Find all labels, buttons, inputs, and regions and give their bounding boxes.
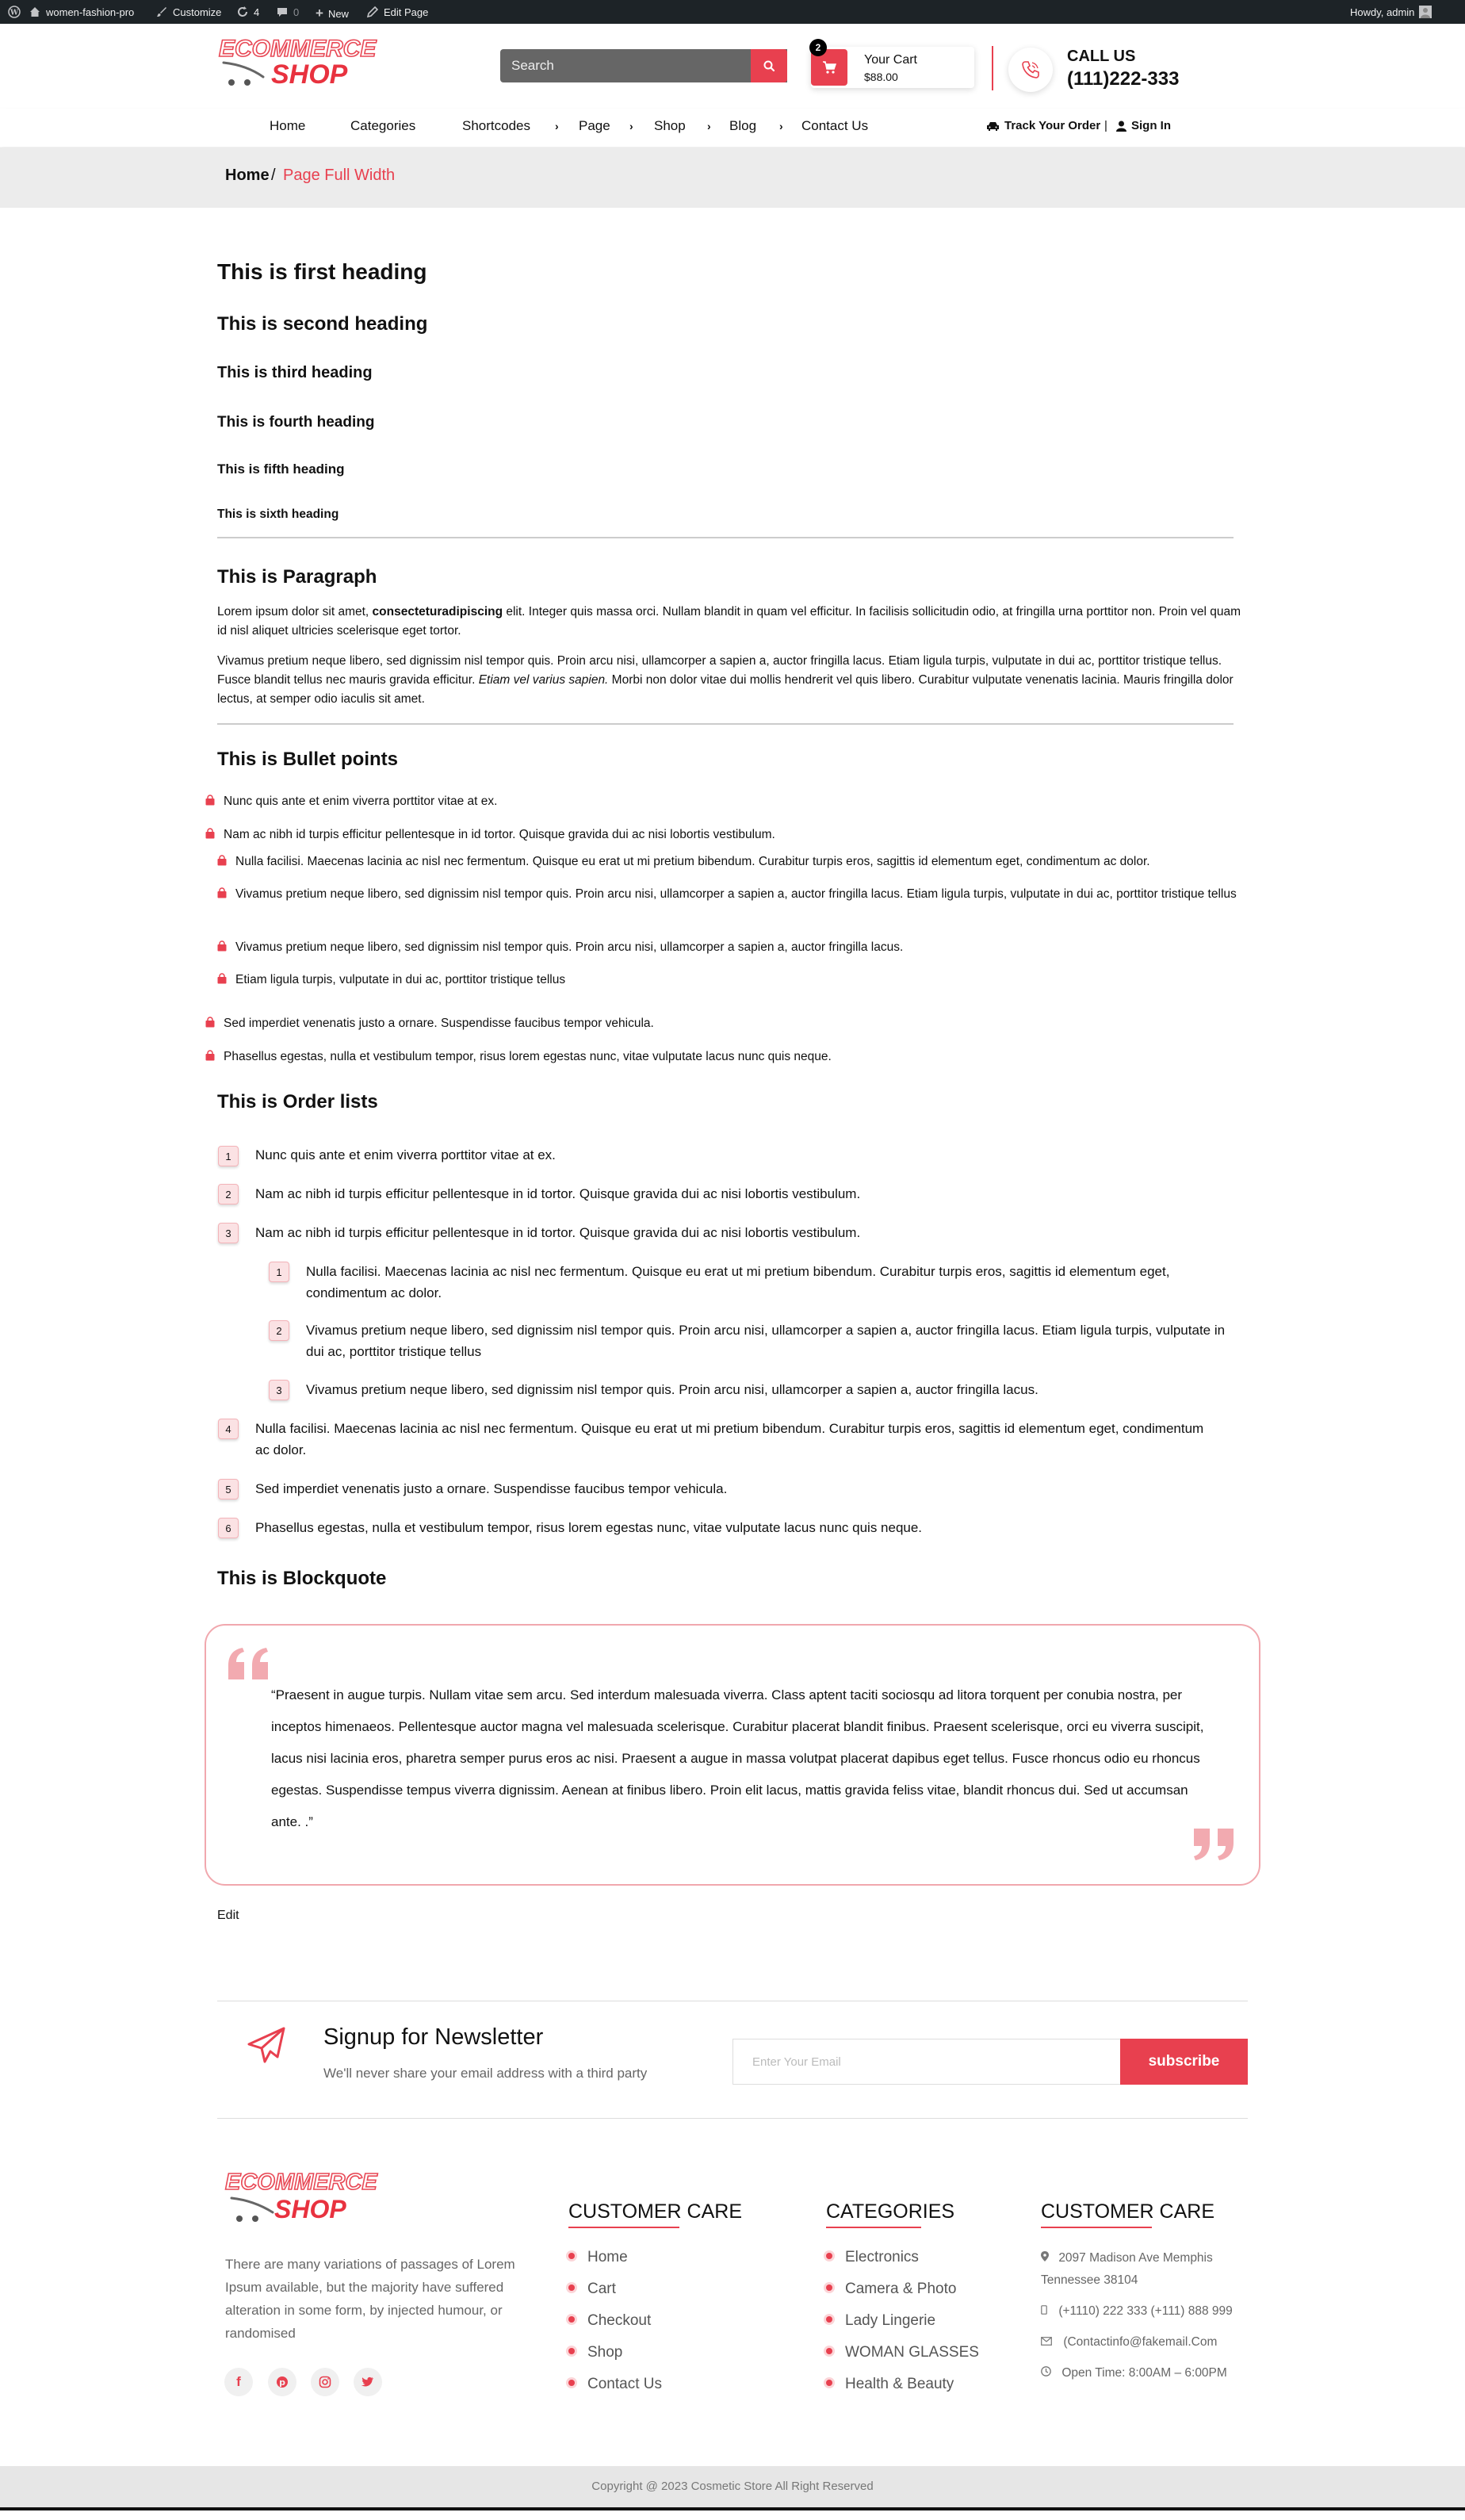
list-item: Nulla facilisi. Maecenas lacinia ac nisl nec fermentum. Quisque eu erat ut mi pretium bibendum. Curabitur turpis eros, sagittis id elementum eget, condimentum ac dolor. [216,852,1263,871]
bag-icon [216,852,228,864]
list-number-badge: 3 [218,1223,239,1243]
map-pin-icon [1041,2247,1050,2269]
bag-icon [205,1047,216,1059]
envelope-icon [1041,2331,1052,2353]
plus-icon: + [316,6,323,21]
list-item: Nunc quis ante et enim viverra porttitor vitae at ex. [255,1147,556,1162]
footer-address: 2097 Madison Ave Memphis Tennessee 38104 [1041,2247,1231,2292]
newsletter-subtitle: We'll never share your email address with a third party [323,2066,648,2081]
sign-in-link[interactable]: Sign In [1116,119,1171,132]
admin-customize-link[interactable]: Customize [155,6,221,18]
search-input[interactable] [500,49,752,82]
list-item: Nulla facilisi. Maecenas lacinia ac nisl nec fermentum. Quisque eu erat ut mi pretium bibendum. Curabitur turpis eros, sagittis id elementum eget, condimentum ac dolor. [255,1421,1204,1457]
cart-label: Your Cart [864,53,917,67]
copyright: Copyright @ 2023 Cosmetic Store All Right Reserved [0,2466,1465,2507]
list-item: Sed imperdiet venenatis justo a ornare. Suspendisse faucibus tempor vehicula. [255,1481,728,1496]
footer-link[interactable]: Camera & Photo [826,2281,956,2298]
call-us-number[interactable]: (111)222-333 [1067,68,1180,90]
list-number-badge: 1 [218,1146,239,1166]
list-item: Phasellus egestas, nulla et vestibulum tempor, risus lorem egestas nunc, vitae vulputate lacus nunc quis neque. [255,1520,923,1535]
nav-item-page[interactable]: Page [579,118,610,133]
footer-link[interactable]: Checkout [568,2312,651,2330]
footer-link[interactable]: WOMAN GLASSES [826,2344,979,2361]
paragraph-2: Vivamus pretium neque libero, sed dignissim nisl tempor quis. Proin arcu nisi, ullamcorper a sapien a, auctor fringilla lacus. Etiam ligula turpis, vulputate in dui ac, porttitor tristique tellus. Fusce blandit tellus nec mauris gravida efficitur. Etiam vel varius sapien. Morbi non dolor vitae dui mollis hendrerit vel quis libero. Curabitur vulputate venenatis lacinia. Mauris fringilla dolor lectus, at semper odio iaculis sit amet. [217,654,1234,706]
cart-total: $88.00 [864,71,898,83]
chevron-right-icon: › [707,120,711,132]
list-number-badge: 1 [269,1262,289,1282]
cart-count-badge: 2 [809,39,827,56]
list-item: Vivamus pretium neque libero, sed dignissim nisl tempor quis. Proin arcu nisi, ullamcorper a sapien a, auctor fringilla lacus. [216,937,1263,957]
cart-logo-icon [222,59,270,86]
breadcrumb-home-link[interactable]: Home [225,167,270,184]
chevron-right-icon: › [629,120,633,132]
svg-text:p: p [279,2377,285,2388]
list-number-badge: 5 [218,1479,239,1499]
bullets-title: This is Bullet points [217,749,399,770]
mobile-icon [1041,2300,1050,2323]
blockquote [205,1624,1260,1886]
pinterest-icon[interactable] [268,2368,296,2396]
footer-link[interactable]: Health & Beauty [826,2376,954,2393]
footer-link[interactable]: Shop [568,2344,622,2361]
list-item: Nam ac nibh id turpis efficitur pellentesque in id tortor. Quisque gravida dui ac nisi lobortis vestibulum. [255,1186,861,1201]
cart-widget[interactable] [811,42,974,88]
car-icon [986,121,1000,132]
admin-updates-link[interactable]: 4 [236,6,259,18]
nav-item-shortcodes[interactable]: Shortcodes [462,118,530,133]
site-logo[interactable]: ECOMMERCE SHOP [219,36,377,90]
dot-icon [568,2348,575,2354]
list-item: Nunc quis ante et enim viverra porttitor vitae at ex. [205,791,1251,811]
search-icon [763,59,775,72]
admin-bar [0,0,1465,24]
dot-icon [826,2380,832,2386]
footer-logo[interactable]: ECOMMERCE SHOP [225,2170,377,2223]
pencil-icon [366,6,379,18]
twitter-icon[interactable] [354,2368,382,2396]
footer-hours: Open Time: 8:00AM – 6:00PM [1041,2362,1227,2384]
paragraph-title: This is Paragraph [217,566,377,588]
quote-close-icon [1191,1827,1235,1862]
footer-col3-title: CUSTOMER CARE [1041,2200,1215,2223]
nav-item-categories[interactable]: Categories [350,118,416,133]
heading-6: This is sixth heading [217,507,339,521]
instagram-icon[interactable] [311,2368,339,2396]
blockquote-title: This is Blockquote [217,1568,387,1589]
heading-3: This is third heading [217,364,373,381]
divider [217,2118,1248,2119]
blockquote-text: “Praesent in augue turpis. Nullam vitae sem arcu. Sed interdum malesuada viverra. Class aptent taciti sociosqu ad litora torquent per conubia nostra, per inceptos himenaeos. Pellentesque auctor magna vel malesuada scelerisque. Curabitur placerat blandit finibus. Praesent scelerisque, orci eu viverra suscipit, lacus nisi lacinia eros, pharetra semper purus eros ac nisi. Praesent a augue in massa volutpat placerat dapibus eget tellus. Fusce rhoncus odio eu rhoncus egestas. Suspendisse tempus viverra dignissim. Aenean at finibus libero. Proin elit lacus, mattis gravida feliss vitae, blandit rhoncus dui. Sed ut accumsan ante. .” [271,1687,1204,1829]
dot-icon [826,2284,832,2291]
bag-icon [205,1014,216,1025]
dot-icon [568,2284,575,2291]
comment-icon [276,6,289,18]
dot-icon [568,2253,575,2259]
list-item: Phasellus egestas, nulla et vestibulum tempor, risus lorem egestas nunc, vitae vulputate lacus nunc quis neque. [205,1047,1251,1067]
divider [217,723,1234,725]
heading-5: This is fifth heading [217,461,345,477]
divider [826,2227,921,2228]
dot-icon [826,2253,832,2259]
user-icon [1116,121,1126,132]
paper-plane-icon [247,2027,285,2063]
breadcrumb-current: Page Full Width [283,167,396,184]
divider [217,537,1234,538]
dot-icon [826,2316,832,2323]
home-icon [29,6,41,18]
footer-link[interactable]: Cart [568,2281,616,2298]
clock-icon [1041,2362,1052,2384]
heading-4: This is fourth heading [217,414,375,431]
newsletter-email-input[interactable] [732,2039,1121,2085]
bag-icon [216,938,228,949]
divider [568,2227,679,2228]
admin-edit-page-link[interactable]: Edit Page [366,6,428,18]
cart-logo-icon [230,2195,279,2223]
footer-email[interactable]: (Contactinfo@fakemail.Com [1041,2331,1217,2353]
bag-icon [216,885,228,896]
footer-link[interactable]: Electronics [826,2249,919,2266]
phone-icon [1008,48,1053,92]
list-item: Vivamus pretium neque libero, sed dignissim nisl tempor quis. Proin arcu nisi, ullamcorper a sapien a, auctor fringilla lacus. Etiam ligula turpis, vulputate in dui ac, porttitor tristique tellus [216,884,1263,904]
admin-new-link[interactable]: + New [316,6,349,21]
nav-item-shop[interactable]: Shop [654,118,686,133]
refresh-icon [236,6,249,18]
list-number-badge: 4 [218,1419,239,1439]
cart-icon [822,60,836,75]
list-number-badge: 3 [269,1380,289,1400]
footer-description: There are many variations of passages of Lorem Ipsum available, but the majority have suffered alteration in some form, by injected humour, or randomised [225,2257,515,2341]
nav-item-contact-us[interactable]: Contact Us [801,118,869,133]
list-number-badge: 6 [218,1518,239,1538]
nav-item-home[interactable]: Home [270,118,306,133]
breadcrumb [0,147,1465,208]
track-order-link[interactable]: Track Your Order [986,119,1100,132]
main-nav [0,109,1465,147]
bag-icon [205,792,216,803]
search-button[interactable] [751,49,787,82]
dot-icon [568,2380,575,2386]
list-item: Nam ac nibh id turpis efficitur pellentesque in id tortor. Quisque gravida dui ac nisi lobortis vestibulum. [255,1225,861,1240]
nav-item-blog[interactable]: Blog [729,118,757,133]
wordpress-logo-icon[interactable] [8,6,21,18]
search-bar [500,49,787,82]
dot-icon [568,2316,575,2323]
subscribe-button[interactable]: subscribe [1120,2039,1248,2085]
list-item: Nulla facilisi. Maecenas lacinia ac nisl nec fermentum. Quisque eu erat ut mi pretium bibendum. Curabitur turpis eros, sagittis id elementum eget, condimentum ac dolor. [306,1264,1170,1300]
chevron-right-icon: › [555,120,559,132]
list-item: Vivamus pretium neque libero, sed dignissim nisl tempor quis. Proin arcu nisi, ullamcorper a sapien a, auctor fringilla lacus. Etiam ligula turpis, vulputate in dui ac, porttitor tristique tellus [306,1323,1226,1359]
admin-comments-link[interactable]: 0 [276,6,299,18]
heading-2: This is second heading [217,313,428,335]
avatar [1419,6,1432,18]
nav-separator: | [1104,119,1107,132]
edit-link[interactable]: Edit [217,1909,239,1922]
heading-1: This is first heading [217,259,427,284]
paragraph-1: Lorem ipsum dolor sit amet, consecteturadipiscing elit. Integer quis massa orci. Nullam blandit in quam vel efficitur. In facilisis sollicitudin odio, at fringilla urna porttitor non. Proin vel quam id nisl aliquet ultricies scelerisque eget tortor. [217,605,1241,638]
list-item: Etiam ligula turpis, vulputate in dui ac, porttitor tristique tellus [216,970,1263,990]
bag-icon [205,825,216,837]
list-number-badge: 2 [218,1184,239,1204]
svg-text:W: W [10,9,19,17]
footer-link[interactable]: Lady Lingerie [826,2312,935,2330]
call-us-label: CALL US [1067,48,1136,65]
header-divider [992,46,993,90]
list-number-badge: 2 [269,1320,289,1341]
footer-col2-title: CATEGORIES [826,2200,955,2223]
chevron-right-icon: › [779,120,783,132]
ordered-list-title: This is Order lists [217,1091,378,1113]
facebook-icon[interactable]: f [224,2368,253,2396]
bag-icon [216,971,228,982]
page-bottom-edge [0,2507,1465,2520]
newsletter-title: Signup for Newsletter [323,2024,544,2050]
dot-icon [826,2348,832,2354]
footer-phone: (+1110) 222 333 (+111) 888 999 [1041,2300,1233,2323]
footer-link[interactable]: Contact Us [568,2376,662,2393]
brush-icon [155,6,168,18]
quote-open-icon [227,1646,271,1681]
list-item: Sed imperdiet venenatis justo a ornare. Suspendisse faucibus tempor vehicula. [205,1013,1251,1033]
footer-link[interactable]: Home [568,2249,628,2266]
divider [1041,2227,1152,2228]
admin-site-link[interactable]: women-fashion-pro [29,6,134,18]
breadcrumb-separator: / [271,167,276,184]
list-item: Nam ac nibh id turpis efficitur pellentesque in id tortor. Quisque gravida dui ac nisi lobortis vestibulum. [205,825,1251,844]
footer-col1-title: CUSTOMER CARE [568,2200,743,2223]
admin-account-link[interactable]: Howdy, admin [1350,6,1432,18]
list-item: Vivamus pretium neque libero, sed dignissim nisl tempor quis. Proin arcu nisi, ullamcorper a sapien a, auctor fringilla lacus. [306,1382,1039,1397]
